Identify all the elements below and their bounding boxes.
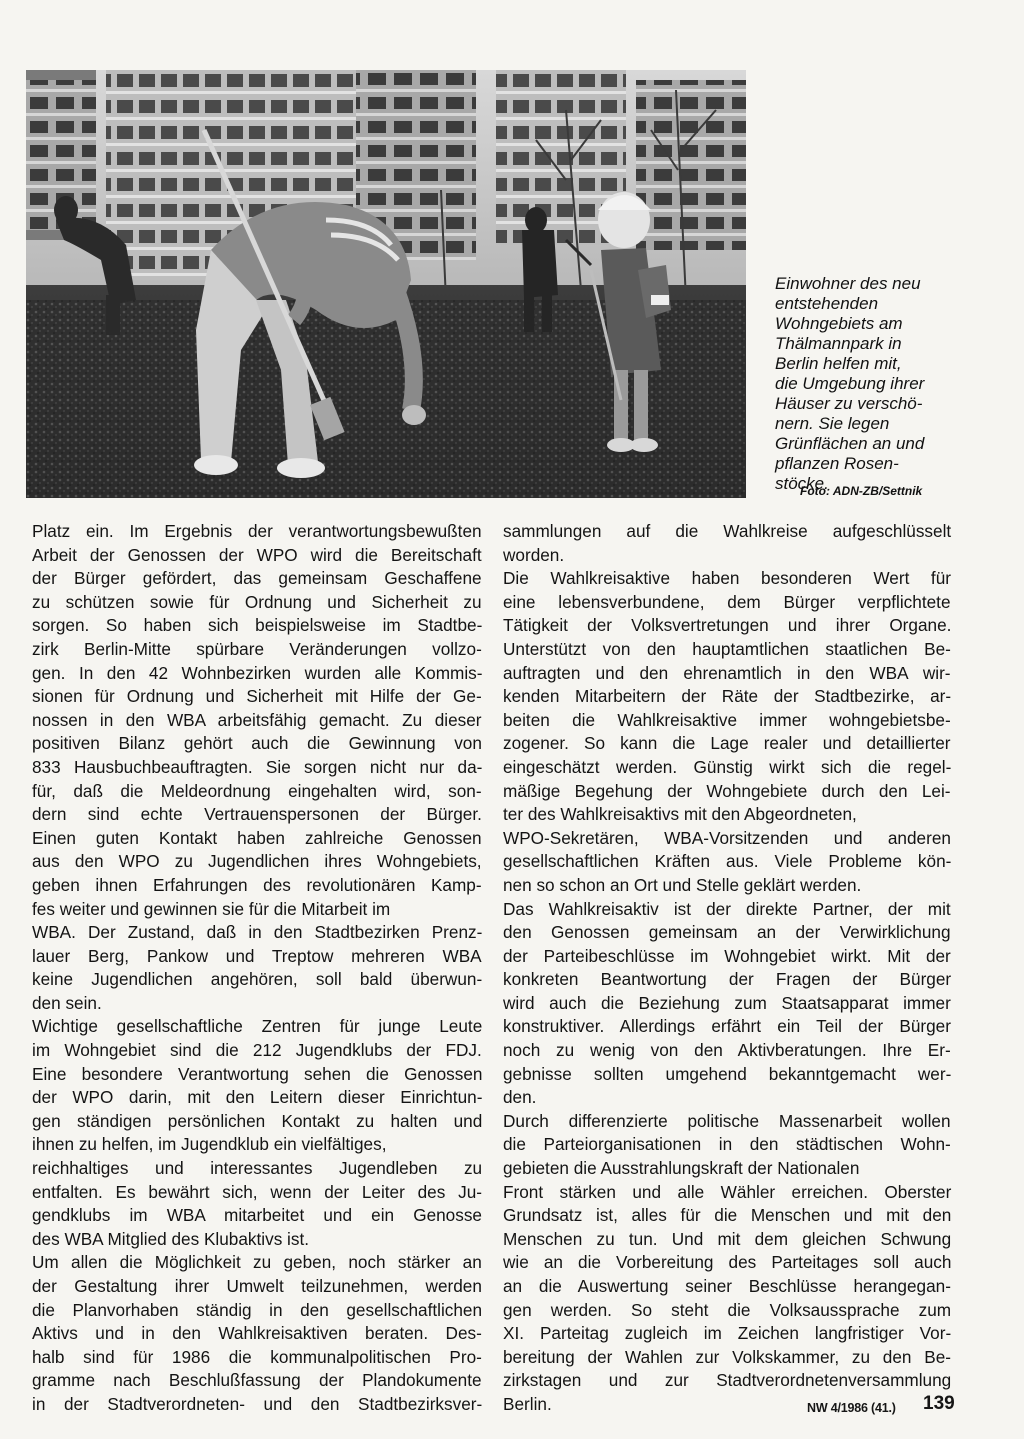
text-line: die Planvorhaben ständig in den gesellschaftlichen [32,1299,483,1320]
text-line: die Parteiorganisationen in den städtischen Wohn- [503,1134,951,1155]
caption-line: stöcke. [775,474,829,493]
text-line: 833 Hausbuchbeauftragten. Sie sorgen nicht nur da- [32,756,483,777]
text-line: gen. In den 42 Wohnbezirken wurden alle Kommis- [32,662,483,683]
text-line: konkreten Beantwortung der Fragen der Bürger [503,969,952,990]
text-line: Front stärken und alle Wähler erreichen. Oberster [503,1181,952,1202]
text-line: fes weiter und gewinnen sie für die Mitarbeit im [32,898,391,919]
text-line: Die Wahlkreisaktive haben besonderen Wert für [503,568,951,589]
text-line: der Gestaltung ihrer Umwelt teilzunehmen, werden [32,1276,482,1296]
text-line: an die Auswertung seiner Beschlüsse herangegan- [503,1276,951,1296]
text-line: XI. Parteitag zugleich im Zeichen langfristiger Vor- [503,1323,952,1344]
caption-line: Einwohner des neu [775,274,921,293]
text-line: WPO-Sekretären, WBA-Vorsitzenden und anderen [503,827,951,848]
text-line: sionen für Ordnung und Sicherheit mit Hilfe der Ge- [32,686,482,707]
caption-line: pflanzen Rosen- [775,454,899,473]
text-line: sammlungen auf die Wahlkreise aufgeschlüsselt [503,521,952,541]
text-line: lauer Berg, Pankow und Treptow mehreren WBA [32,945,482,966]
caption-line: entstehenden [775,294,879,313]
text-line: eingeschätzt werden. Günstig wirkt sich die regel- [503,756,952,777]
text-line: den Genossen gemeinsam an der Verwirklichung [503,922,951,943]
right-text-column [503,520,951,1417]
text-line: zogener. So kann die Lage realer und detaillierter [503,733,951,754]
text-line: Aktivs und in den Wahlkreisaktiven beraten. Des- [32,1323,482,1344]
text-line: den sein. [32,992,102,1013]
caption-line: nern. Sie legen [775,414,890,433]
text-line: bereitung der Wahlen zur Volkskammer, zu den Be- [503,1346,952,1367]
caption-line: Häuser zu verschö- [775,394,923,413]
text-line: gebieten die Ausstrahlungskraft der Nationalen [503,1158,860,1179]
photo-credit: Foto: ADN-ZB/Settnik [800,484,923,498]
text-line: wie an die Vorbereitung des Parteitages soll auch [503,1252,952,1273]
text-line: sorgen. So haben sich beispielsweise im Stadtbe- [32,615,483,636]
text-line: in der Stadtverordneten- und den Stadtbezirksver- [32,1393,483,1414]
text-line: noch zu wenig von den Aktivberatungen. Ihre Er- [503,1040,951,1061]
text-line: der Parteibeschlüsse im Wohngebiet wirkt. Mit der [503,945,951,966]
text-line: dern sind echte Vertrauenspersonen der Bürger. [32,804,482,825]
issue-reference: NW 4/1986 (41.) [807,1401,896,1415]
text-line: Das Wahlkreisaktiv ist der direkte Partner, der mit [503,898,951,919]
text-line: Eine besondere Verantwortung sehen die Genossen [32,1063,483,1084]
text-line: wird auch die Beziehung zum Staatsapparat immer [503,992,951,1013]
text-line: gramme nach Beschlußfassung der Plandokumente [32,1370,482,1391]
caption-line: die Umgebung ihrer [775,374,925,393]
text-line: zu schützen sowie für Ordnung und Sicherheit zu [32,591,482,612]
text-line: WBA. Der Zustand, daß in den Stadtbezirken Prenz- [32,922,483,943]
text-line: Menschen zu tun. Und mit dem gleichen Schwung [503,1228,952,1249]
text-line: der Bürger gefördert, das gemeinsam Geschaffene [32,568,482,589]
text-line: keine Jugendlichen angehören, soll bald überwun- [32,969,483,990]
text-line: der WPO darin, mit den Leitern dieser Einrichtun- [32,1087,483,1108]
text-line: beiten die Wahlkreisaktive immer wohngebietsbe- [503,709,951,730]
text-line: reichhaltiges und interessantes Jugendleben zu [32,1158,483,1179]
text-line: nossen in den WBA arbeitsfähig gemacht. Zu dieser [32,709,482,730]
photo-caption [775,274,975,494]
caption-line: Thälmannpark in [775,334,902,353]
text-line: ihnen zu helfen, im Jugendklub ein vielfältiges, [32,1134,387,1155]
text-line: eine lebensverbundene, dem Bürger verpflichtete [503,591,951,612]
text-line: Wichtige gesellschaftliche Zentren für junge Leute [32,1016,483,1037]
text-line: gebnisse sollten umgehend bekanntgemacht wer- [503,1063,952,1084]
text-line: Arbeit der Genossen der WPO wird die Bereitschaft [32,544,482,565]
text-line: zirk Berlin-Mitte spürbare Veränderungen vollzo- [32,638,482,659]
text-line: den. [503,1087,537,1108]
text-line: gen ständigen persönlichen Kontakt zu halten und [32,1110,483,1131]
text-line: Um allen die Möglichkeit zu geben, noch stärker an [32,1252,482,1273]
text-line: zirkstagen und zur Stadtverordnetenversammlung [503,1370,952,1391]
text-line: Grundsatz ist, alles für die Menschen und mit den [503,1205,952,1226]
text-line: Tätigkeit der Volksvertretungen und ihrer Organe. [503,615,952,636]
text-line: für, daß die Meldeordnung eingehalten wird, son- [32,780,482,801]
text-line: gen werden. So steht die Volksaussprache zum [503,1299,952,1320]
text-line: Berlin. [503,1393,552,1414]
text-line: positiven Bilanz gehört auch die Gewinnung von [32,733,482,754]
text-line: worden. [503,544,565,565]
text-line: Einen guten Kontakt haben zahlreiche Genossen [32,827,482,848]
text-line: gesellschaftlichen Kräften aus. Viele Probleme kön- [503,851,952,872]
text-line: halb sind für 1986 die kommunalpolitischen Pro- [32,1346,482,1367]
caption-line: Berlin helfen mit, [775,354,902,373]
text-line: mäßige Begehung der Wohngebiete durch den Lei- [503,780,951,801]
caption-line: Wohngebiets am [775,314,903,333]
text-line: im Wohngebiet sind die 212 Jugendklubs der FDJ. [32,1040,482,1061]
news-photo [26,70,746,498]
caption-line: Grünflächen an und [775,434,925,453]
text-line: auftragten und den ehrenamtlich in den WBA wir- [503,662,951,683]
text-line: nen so schon an Ort und Stelle geklärt werden. [503,874,862,895]
text-line: Platz ein. Im Ergebnis der verantwortungsbewußten [32,521,482,541]
text-line: geben ihnen Erfahrungen des revolutionären Kamp- [32,874,482,895]
text-line: ter des Wahlkreisaktivs mit den Abgeordneten, [503,804,857,825]
text-line: aus den WPO zu Jugendlichen ihres Wohngebiets, [32,851,482,872]
text-line: kenden Mitarbeitern der Räte der Stadtbezirke, ar- [503,686,952,707]
text-line: konstruktiver. Allerdings erfährt ein Teil der Bürger [503,1016,951,1037]
text-line: gendklubs im WBA mitarbeitet und ein Genosse [32,1205,482,1226]
photo-scene-icon [26,70,746,498]
text-line: entfalten. Es bewährt sich, wenn der Leiter des Ju- [32,1181,482,1202]
page-number: 139 [923,1393,955,1414]
left-text-column [32,520,482,1417]
text-line: Unterstützt von den hauptamtlichen staatlichen Be- [503,638,951,659]
text-line: Durch differenzierte politische Massenarbeit wollen [503,1110,951,1131]
text-line: des WBA Mitglied des Klubaktivs ist. [32,1228,310,1249]
